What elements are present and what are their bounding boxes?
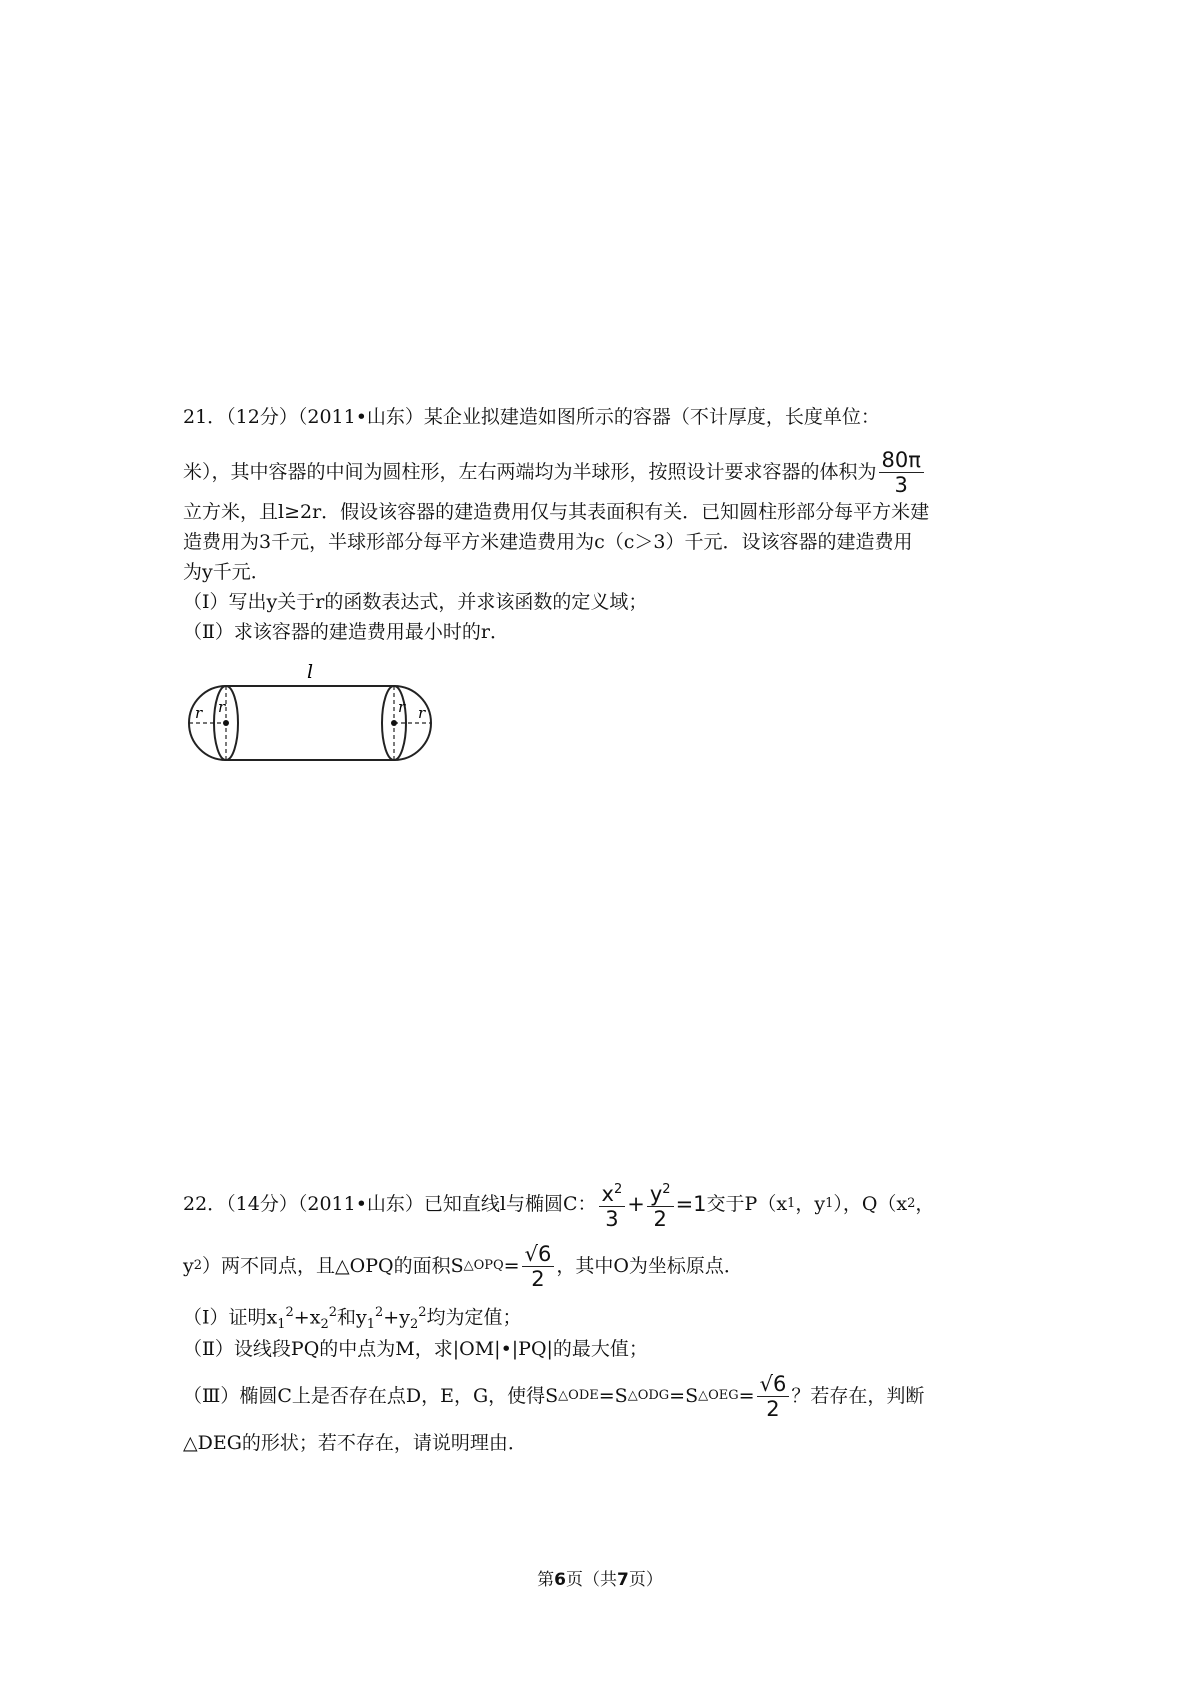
q21-part-1: （Ⅰ）写出y关于r的函数表达式，并求该函数的定义域； (183, 591, 648, 613)
q22-line-1-post: 交于P（x (706, 1193, 788, 1215)
q22-line-1-text: 22．（14分）（2011•山东）已知直线l与椭圆C： (183, 1193, 597, 1215)
q21-line-1: 21．（12分）（2011•山东）某企业拟建造如图所示的容器（不计厚度，长度单位： (183, 406, 880, 428)
q22-line-2: y 2 ）两不同点，且△OPQ的面积S △OPQ = $\frac{√6}{2}$ ，其中O为坐标原点． (183, 1241, 743, 1291)
volume-numerator: 80π (879, 448, 924, 473)
volume-denominator: 3 (894, 472, 908, 497)
label-r-left-outer: r (195, 704, 203, 722)
label-r-right-inner: r (398, 698, 406, 716)
q21-line-2 (183, 447, 926, 497)
page-number: 6 (554, 1570, 566, 1590)
container-figure (180, 660, 440, 780)
area-fraction (522, 1242, 555, 1291)
sqrt6: √6 (522, 1242, 555, 1267)
ellipse-y-den: 2 (653, 1206, 667, 1231)
total-pages: 7 (617, 1570, 629, 1590)
q22-part-3: （Ⅲ）椭圆C上是否存在点D，E，G，使得S △ODE = S △ODG = S △OEG = $\frac{√6}{2}$ ？若存在，判断 (183, 1371, 925, 1421)
q22-line-1: 22．（14分）（2011•山东）已知直线l与椭圆C： $\frac{x^2}{3}$ + $\frac{y^2}{2}$ =1 交于P（x 1 ，y 1 ），Q（x 2 ， (183, 1176, 934, 1232)
q22-part-1: （Ⅰ）证明$x_1^2+x_2^2$和$y_1^2+y_2^2$均为定值； (183, 1305, 522, 1333)
q21-line-5: 为y千元． (183, 561, 270, 583)
ellipse-x-den: 3 (605, 1206, 619, 1231)
subscript-opq: △OPQ (463, 1258, 504, 1273)
label-r-left-inner: r (218, 698, 226, 716)
q22-part-2: （Ⅱ）设线段PQ的中点为M，求|OM|•|PQ|的最大值； (183, 1338, 648, 1360)
q22-line-2-text: ）两不同点，且△OPQ的面积S (202, 1255, 464, 1277)
area-den: 2 (531, 1266, 545, 1291)
ellipse-y-fraction (647, 1178, 674, 1231)
area-fraction-2: $\frac{√6}{2}$ (757, 1372, 790, 1421)
plus-sign: + (627, 1192, 645, 1216)
q21-line-2-text: 米），其中容器的中间为圆柱形，左右两端均为半球形，按照设计要求容器的体积为 (183, 461, 877, 483)
q21-line-4: 造费用为3千元，半球形部分每平方米建造费用为c（c＞3）千元．设该容器的建造费用 (183, 531, 913, 553)
equals-one: =1 (675, 1192, 707, 1216)
ellipse-x-num: $x^2$ (599, 1178, 626, 1207)
q22-last-line: △DEG的形状；若不存在，请说明理由． (183, 1432, 527, 1454)
ellipse-y-num: $y^2$ (647, 1178, 674, 1207)
q21-line-3: 立方米，且l≥2r．假设该容器的建造费用仅与其表面积有关．已知圆柱形部分每平方米建 (183, 501, 930, 523)
label-l: l (307, 661, 314, 683)
label-r-right-outer: r (418, 704, 426, 722)
q21-part-2: （Ⅱ）求该容器的建造费用最小时的r． (183, 621, 509, 643)
ellipse-x-fraction (599, 1178, 626, 1231)
q22-line-2-post: ，其中O为坐标原点． (556, 1255, 743, 1277)
volume-fraction (879, 448, 924, 497)
page-footer: 第6页（共7页） (537, 1570, 663, 1590)
